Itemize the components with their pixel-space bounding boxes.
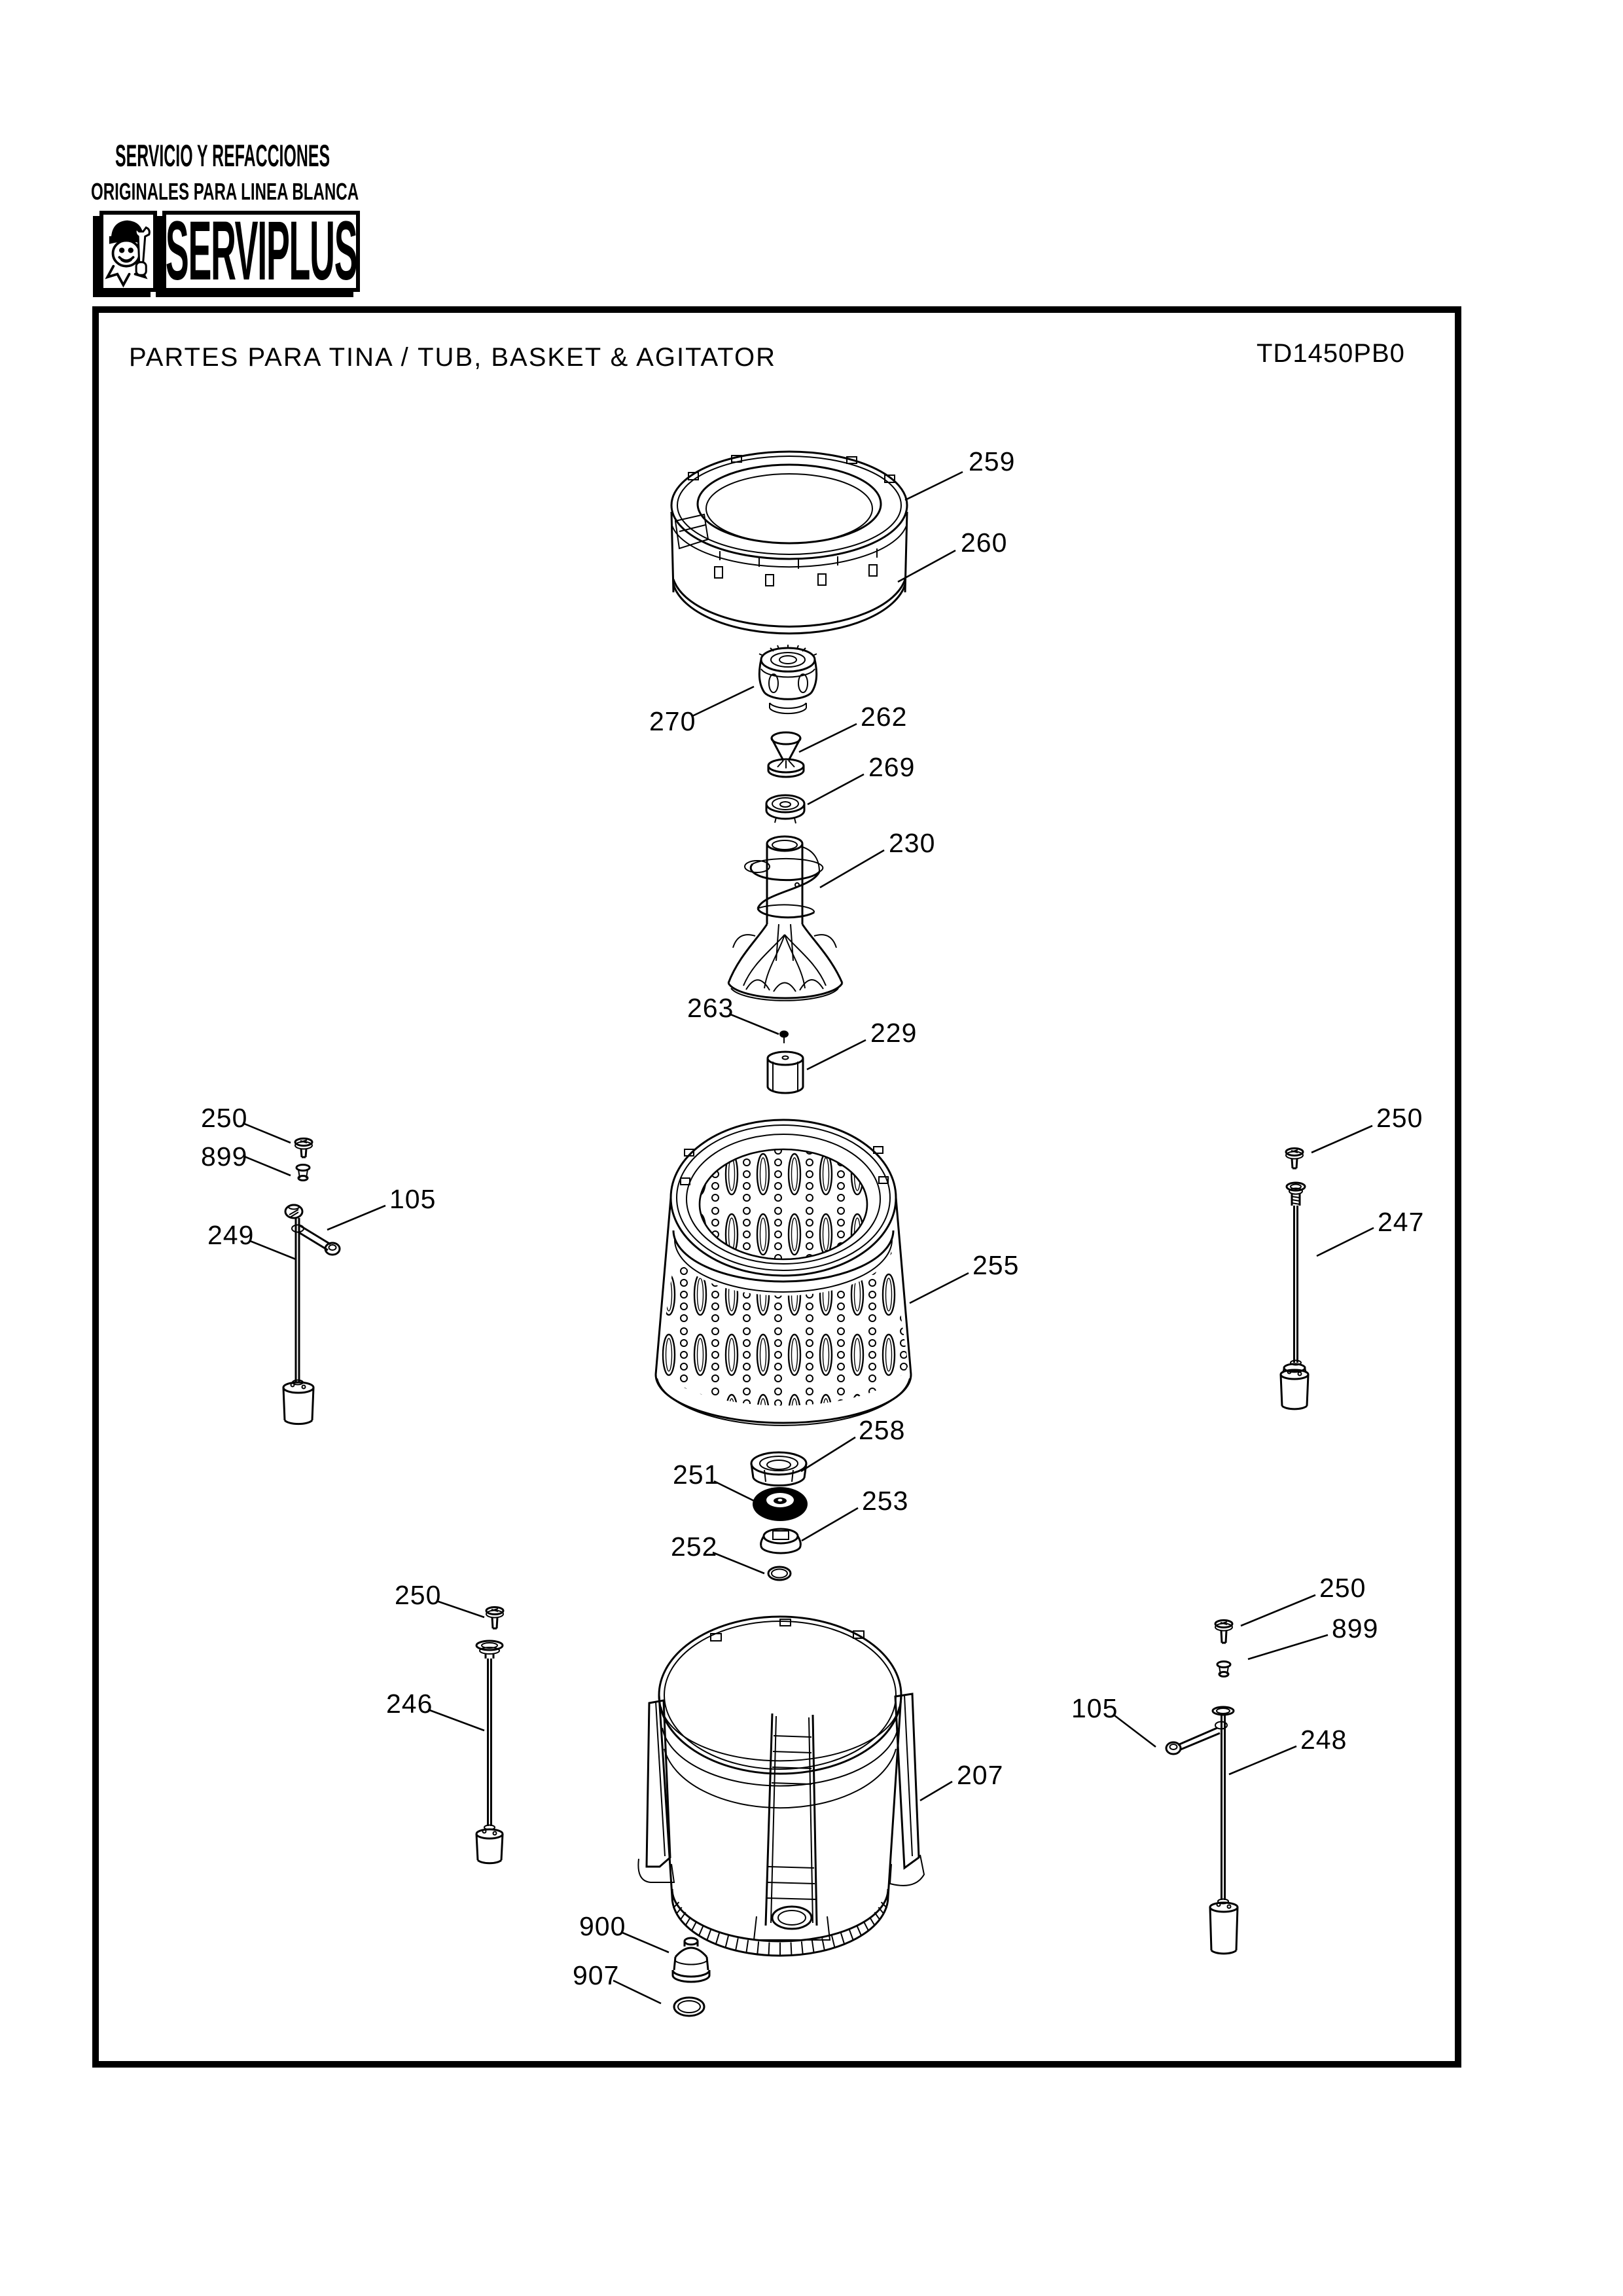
tub-tooth [791, 1943, 792, 1956]
tub-tooth [707, 1929, 711, 1940]
callout-leader-250-8 [243, 1123, 291, 1143]
callout-label-255-12: 255 [972, 1250, 1020, 1280]
callout-leader-105-10 [327, 1206, 385, 1230]
part-bearing-cap [766, 795, 804, 823]
part-rod-249-group [283, 1139, 340, 1424]
callout-label-249-11: 249 [207, 1220, 255, 1250]
part-o-ring [674, 1998, 704, 2016]
tub-rib-teeth [673, 1902, 887, 1956]
part-damper-mount [673, 1938, 709, 1982]
callout-leader-251-16 [714, 1481, 758, 1503]
tub-tooth [746, 1940, 748, 1952]
callout-label-899-9: 899 [201, 1141, 248, 1172]
callout-label-207-25: 207 [957, 1760, 1004, 1790]
tub-tooth [802, 1941, 803, 1954]
tub-tooth [736, 1938, 738, 1950]
tub-tooth [832, 1936, 835, 1948]
part-rod-246-group [476, 1607, 503, 1863]
tub-tooth [726, 1936, 729, 1948]
tub-tooth [849, 1929, 853, 1940]
callout-leader-230-5 [820, 850, 884, 888]
callout-label-259-0: 259 [969, 446, 1016, 476]
callout-label-229-7: 229 [870, 1018, 918, 1048]
callout-leader-899-22 [1248, 1635, 1328, 1659]
callout-leader-270-2 [692, 687, 754, 716]
callout-leader-900-26 [621, 1932, 669, 1952]
sheet-title: PARTES PARA TINA / TUB, BASKET & AGITATOR [129, 343, 776, 372]
callout-label-105-23: 105 [1071, 1693, 1118, 1723]
part-agitator [728, 836, 842, 1001]
part-rod-248-group [1166, 1621, 1238, 1954]
callout-label-900-26: 900 [579, 1911, 626, 1941]
callout-label-258-15: 258 [859, 1415, 906, 1445]
callout-label-250-21: 250 [1319, 1573, 1366, 1603]
header-line2: ORIGINALES PARA LINEA BLANCA [91, 178, 359, 205]
tub-tooth [864, 1922, 868, 1931]
part-funnel [768, 732, 804, 777]
callout-label-250-13: 250 [1376, 1103, 1423, 1133]
callout-label-262-3: 262 [861, 702, 908, 732]
tub-tooth [812, 1940, 814, 1952]
tub-tooth [857, 1926, 861, 1935]
callout-leader-250-19 [437, 1601, 484, 1617]
part-screw-263 [779, 1031, 789, 1044]
callout-leader-262-3 [799, 724, 857, 752]
tub-tooth [692, 1922, 696, 1931]
callout-leader-249-11 [250, 1241, 296, 1259]
part-washer [761, 1529, 801, 1553]
part-seal [753, 1487, 808, 1521]
callout-label-246-20: 246 [386, 1689, 433, 1719]
part-basket [656, 1120, 911, 1426]
brand-name: SERVIPLUS [165, 204, 357, 298]
callout-label-105-10: 105 [389, 1184, 437, 1214]
callout-label-252-18: 252 [671, 1532, 718, 1562]
tub-tooth [680, 1912, 685, 1920]
callout-label-230-5: 230 [889, 828, 936, 858]
model-code: TD1450PB0 [1257, 339, 1405, 368]
callout-leader-899-9 [243, 1156, 291, 1175]
callout-label-250-19: 250 [395, 1580, 442, 1610]
callout-leader-259-0 [905, 472, 963, 500]
part-rod-247-group [1281, 1149, 1308, 1409]
callout-label-260-1: 260 [961, 528, 1008, 558]
callout-label-247-14: 247 [1378, 1207, 1425, 1237]
callout-label-907-27: 907 [573, 1960, 620, 1990]
tub-tooth [699, 1926, 704, 1935]
callout-leader-253-17 [802, 1508, 858, 1541]
callout-leader-229-7 [807, 1040, 866, 1069]
callout-leader-252-18 [713, 1552, 764, 1573]
tub-tooth [757, 1941, 758, 1954]
part-outer-tub [638, 1617, 924, 1956]
callout-label-263-6: 263 [687, 993, 734, 1023]
tub-tooth [841, 1933, 844, 1944]
callout-label-269-4: 269 [868, 752, 916, 782]
callout-leader-207-25 [920, 1782, 952, 1801]
callout-label-251-16: 251 [673, 1460, 720, 1490]
part-dispenser [759, 645, 817, 713]
callout-leader-907-27 [613, 1981, 661, 2003]
callout-leader-105-23 [1115, 1715, 1156, 1747]
callout-leader-269-4 [808, 774, 864, 804]
callout-leader-247-14 [1317, 1228, 1374, 1256]
part-ring [768, 1567, 791, 1580]
tub-tooth [874, 1912, 880, 1920]
header-line1: SERVICIO Y REFACCIONES [115, 138, 330, 173]
part-drive-cap [768, 1052, 803, 1093]
callout-leader-250-13 [1311, 1126, 1372, 1153]
callout-leader-258-15 [801, 1437, 855, 1471]
tub-tooth [716, 1933, 719, 1944]
tub-tooth [870, 1917, 875, 1926]
callout-leader-248-24 [1229, 1746, 1296, 1774]
tub-tooth [769, 1943, 770, 1956]
callout-label-899-22: 899 [1332, 1613, 1379, 1643]
callout-label-270-2: 270 [649, 706, 696, 736]
callout-leader-255-12 [910, 1273, 969, 1303]
callout-label-253-17: 253 [862, 1486, 909, 1516]
part-spanner-nut [751, 1452, 806, 1486]
callout-label-248-24: 248 [1300, 1725, 1347, 1755]
tub-tooth [685, 1917, 690, 1926]
callout-leader-263-6 [729, 1014, 779, 1034]
callout-label-250-8: 250 [201, 1103, 248, 1133]
callout-leader-250-21 [1241, 1595, 1315, 1626]
part-tub-ring-and-cover [671, 452, 907, 634]
callout-leader-246-20 [428, 1710, 484, 1731]
